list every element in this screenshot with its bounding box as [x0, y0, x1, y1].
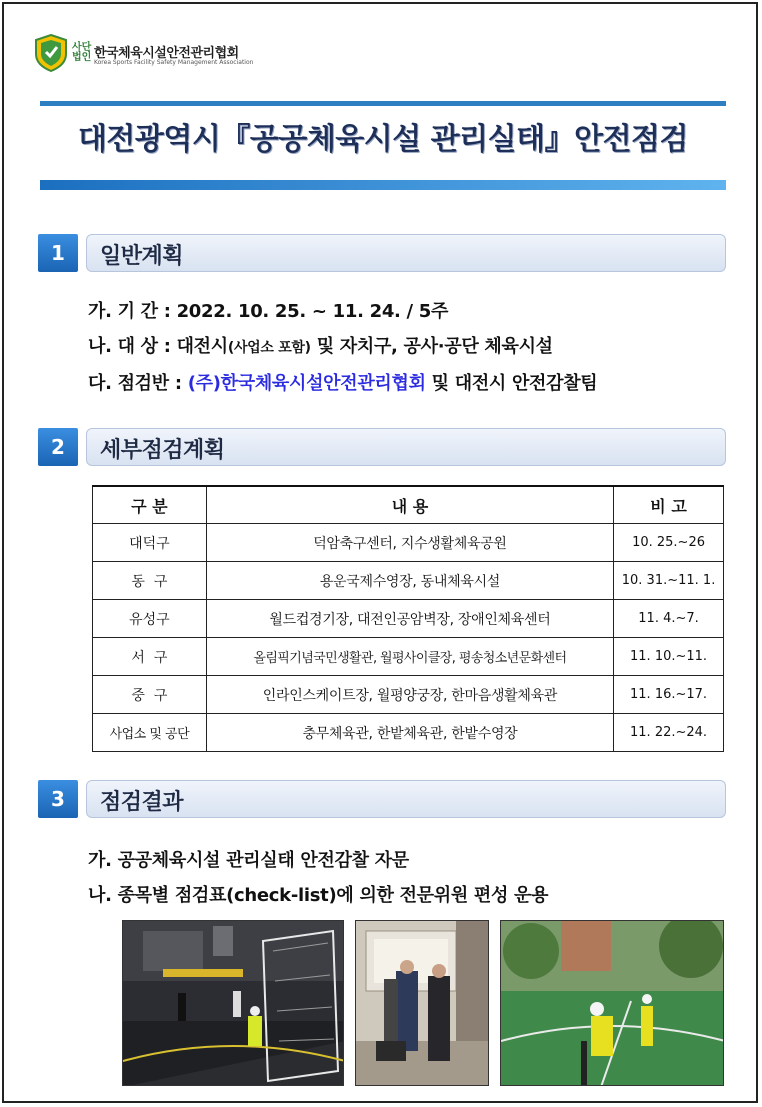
section-header-results: [38, 780, 726, 818]
section-number: 3: [38, 780, 78, 818]
title-bottom-rule: [40, 180, 726, 190]
plan-period: [88, 297, 448, 323]
section-header-general-plan: [38, 234, 726, 272]
section-title: 일반계획: [100, 244, 184, 269]
header-remarks: 비 고: [614, 486, 724, 524]
row-remarks: 11. 10.~11.: [614, 638, 724, 676]
row-division: 중 구: [93, 676, 207, 714]
table-row: [93, 600, 724, 638]
photo-image: [356, 921, 489, 1086]
row-remarks: 10. 31.~11. 1.: [614, 562, 724, 600]
row-remarks: 10. 25.~26: [614, 524, 724, 562]
table-header-row: [93, 486, 724, 524]
row-division: 대덕구: [93, 524, 207, 562]
shield-logo-icon: [34, 34, 68, 72]
team-company: (주)한국체육시설안전관리협회: [187, 373, 426, 394]
section-number: 1: [38, 234, 78, 272]
section-header-detail-plan: [38, 428, 726, 466]
section-title: 점검결과: [100, 790, 184, 815]
header-division: 구 분: [93, 486, 207, 524]
row-remarks: 11. 22.~24.: [614, 714, 724, 752]
plan-target: [88, 332, 553, 358]
org-name: 한국체육시설안전관리협회: [94, 46, 239, 61]
inspection-schedule-table: [92, 485, 724, 752]
row-remarks: 11. 4.~7.: [614, 600, 724, 638]
row-content: 인라인스케이트장, 월평양궁장, 한마음생활체육관: [206, 676, 613, 714]
section-number: 2: [38, 428, 78, 466]
result-item: 나. 종목별 점검표(check-list)에 의한 전문위원 편성 운용: [88, 885, 549, 906]
period-label: 가. 기 간 :: [88, 301, 171, 322]
table-row: [93, 714, 724, 752]
header-content: 내 용: [206, 486, 613, 524]
row-content: 월드컵경기장, 대전인공암벽장, 장애인체육센터: [206, 600, 613, 638]
row-division: 서 구: [93, 638, 207, 676]
table-row: [93, 562, 724, 600]
photo-image: [501, 921, 724, 1086]
team-label: 다. 점검반 :: [88, 373, 182, 394]
photo-indoor-futsal-inspection: [122, 920, 344, 1086]
team-rest: 및 대전시 안전감찰팀: [431, 373, 598, 394]
org-name-en: Korea Sports Facility Safety Management Association: [94, 59, 254, 66]
photo-outdoor-field-inspection: [500, 920, 724, 1086]
target-label: 나. 대 상 :: [88, 336, 171, 357]
table-row: [93, 676, 724, 714]
target-city: 대전시: [176, 336, 228, 357]
org-type: 사단법인: [72, 42, 92, 63]
row-division: 유성구: [93, 600, 207, 638]
plan-team: [88, 369, 597, 395]
table-row: [93, 524, 724, 562]
title-top-rule: [40, 101, 726, 106]
row-content: 덕암축구센터, 지수생활체육공원: [206, 524, 613, 562]
document-page: [2, 2, 758, 1103]
section-title: 세부점검계획: [100, 438, 225, 463]
row-division: 사업소 및 공단: [93, 714, 207, 752]
target-note: (사업소 포함): [227, 340, 311, 356]
row-content: 충무체육관, 한밭체육관, 한밭수영장: [206, 714, 613, 752]
document-title: 대전광역시『공공체육시설 관리실태』안전점검: [77, 122, 689, 157]
row-division: 동 구: [93, 562, 207, 600]
period-value: 2022. 10. 25. ~ 11. 24. / 5주: [176, 301, 449, 322]
photo-image: [123, 921, 344, 1086]
result-item: 가. 공공체육시설 관리실태 안전감찰 자문: [88, 850, 409, 871]
table-row: [93, 638, 724, 676]
row-content: 용운국제수영장, 동내체육시설: [206, 562, 613, 600]
row-remarks: 11. 16.~17.: [614, 676, 724, 714]
target-rest: 및 자치구, 공사·공단 체육시설: [316, 336, 553, 357]
row-content: 올림픽기념국민생활관, 월평사이클장, 평송청소년문화센터: [206, 638, 613, 676]
photo-facility-document-review: [355, 920, 489, 1086]
